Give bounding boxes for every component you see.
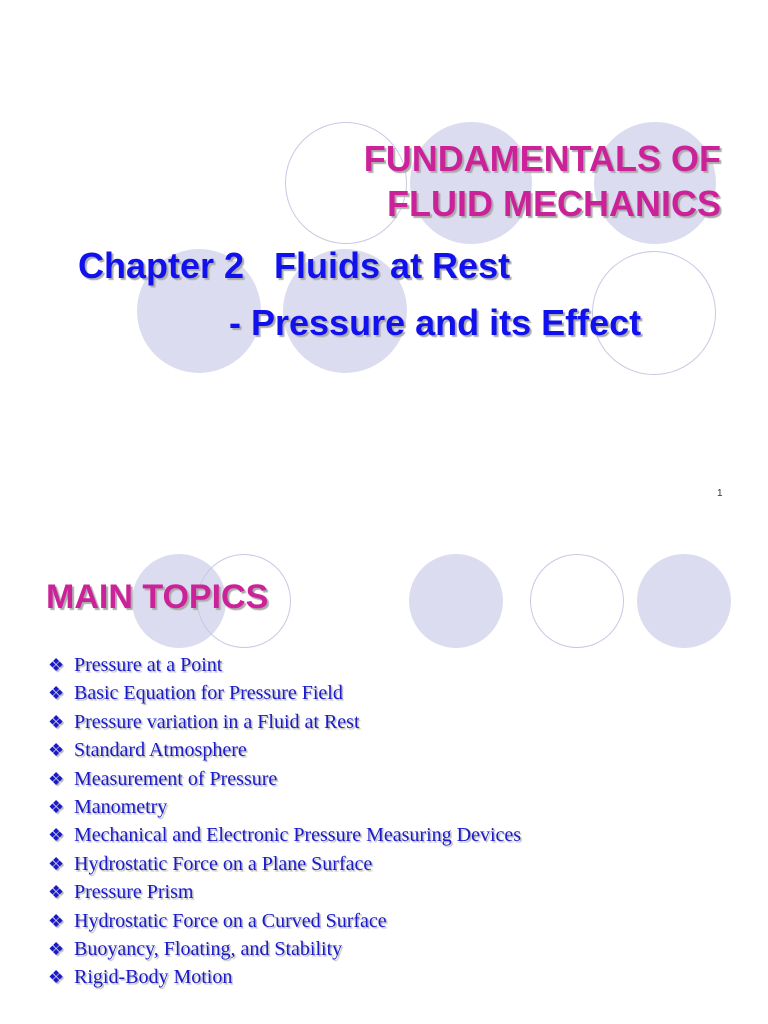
diamond-bullet-icon: ❖ (48, 655, 65, 675)
topic-label: Pressure at a Point (74, 654, 223, 676)
main-topics-heading: MAIN TOPICS (46, 578, 269, 616)
topic-label: Pressure variation in a Fluid at Rest (74, 710, 360, 733)
page-number: 1 (717, 488, 723, 499)
topic-label: Measurement of Pressure (74, 767, 278, 790)
decorative-circle-outline (530, 554, 624, 648)
chapter-title: Chapter 2 Fluids at Rest (78, 245, 511, 286)
diamond-bullet-icon: ❖ (48, 910, 65, 931)
chapter-subtitle: - Pressure and its Effect (229, 302, 642, 343)
diamond-bullet-icon: ❖ (48, 853, 65, 874)
diamond-bullet-icon: ❖ (48, 683, 65, 704)
diamond-bullet-icon: ❖ (48, 882, 65, 903)
topic-label: Pressure Prism (74, 881, 194, 904)
diamond-bullet-icon: ❖ (48, 967, 65, 988)
topic-list-item (48, 963, 521, 991)
topic-list-item (48, 651, 521, 679)
topic-list-item (48, 679, 521, 707)
decorative-circle-filled (637, 554, 731, 648)
topic-label: Standard Atmosphere (74, 739, 247, 762)
topic-list-item (48, 736, 521, 764)
diamond-bullet-icon: ❖ (48, 711, 65, 732)
topic-list-item (48, 793, 521, 821)
topic-list-item (48, 708, 521, 736)
topics-slide (0, 512, 768, 1024)
diamond-bullet-icon: ❖ (48, 797, 65, 818)
topic-label: Hydrostatic Force on a Plane Surface (74, 852, 373, 875)
topic-label: Buoyancy, Floating, and Stability (74, 938, 343, 961)
topic-label: Rigid-Body Motion (74, 966, 233, 989)
topic-list-item (48, 878, 521, 906)
topic-list-item (48, 935, 521, 963)
topic-list-item (48, 821, 521, 849)
topic-list-item (48, 765, 521, 793)
diamond-bullet-icon: ❖ (48, 740, 65, 761)
topic-list-item (48, 907, 521, 935)
diamond-bullet-icon: ❖ (48, 768, 65, 789)
decorative-circle-filled (409, 554, 503, 648)
topic-label: Basic Equation for Pressure Field (74, 682, 343, 705)
diamond-bullet-icon: ❖ (48, 825, 65, 846)
topic-list (48, 651, 521, 992)
topic-label: Hydrostatic Force on a Curved Surface (74, 909, 387, 932)
course-title-line-2: FLUID MECHANICS (387, 183, 721, 224)
topic-list-item (48, 850, 521, 878)
topic-label: Manometry (74, 796, 168, 819)
topic-label: Mechanical and Electronic Pressure Measuring Devices (74, 824, 522, 847)
course-title-line-1: FUNDAMENTALS OF (363, 138, 721, 179)
diamond-bullet-icon: ❖ (48, 939, 65, 960)
